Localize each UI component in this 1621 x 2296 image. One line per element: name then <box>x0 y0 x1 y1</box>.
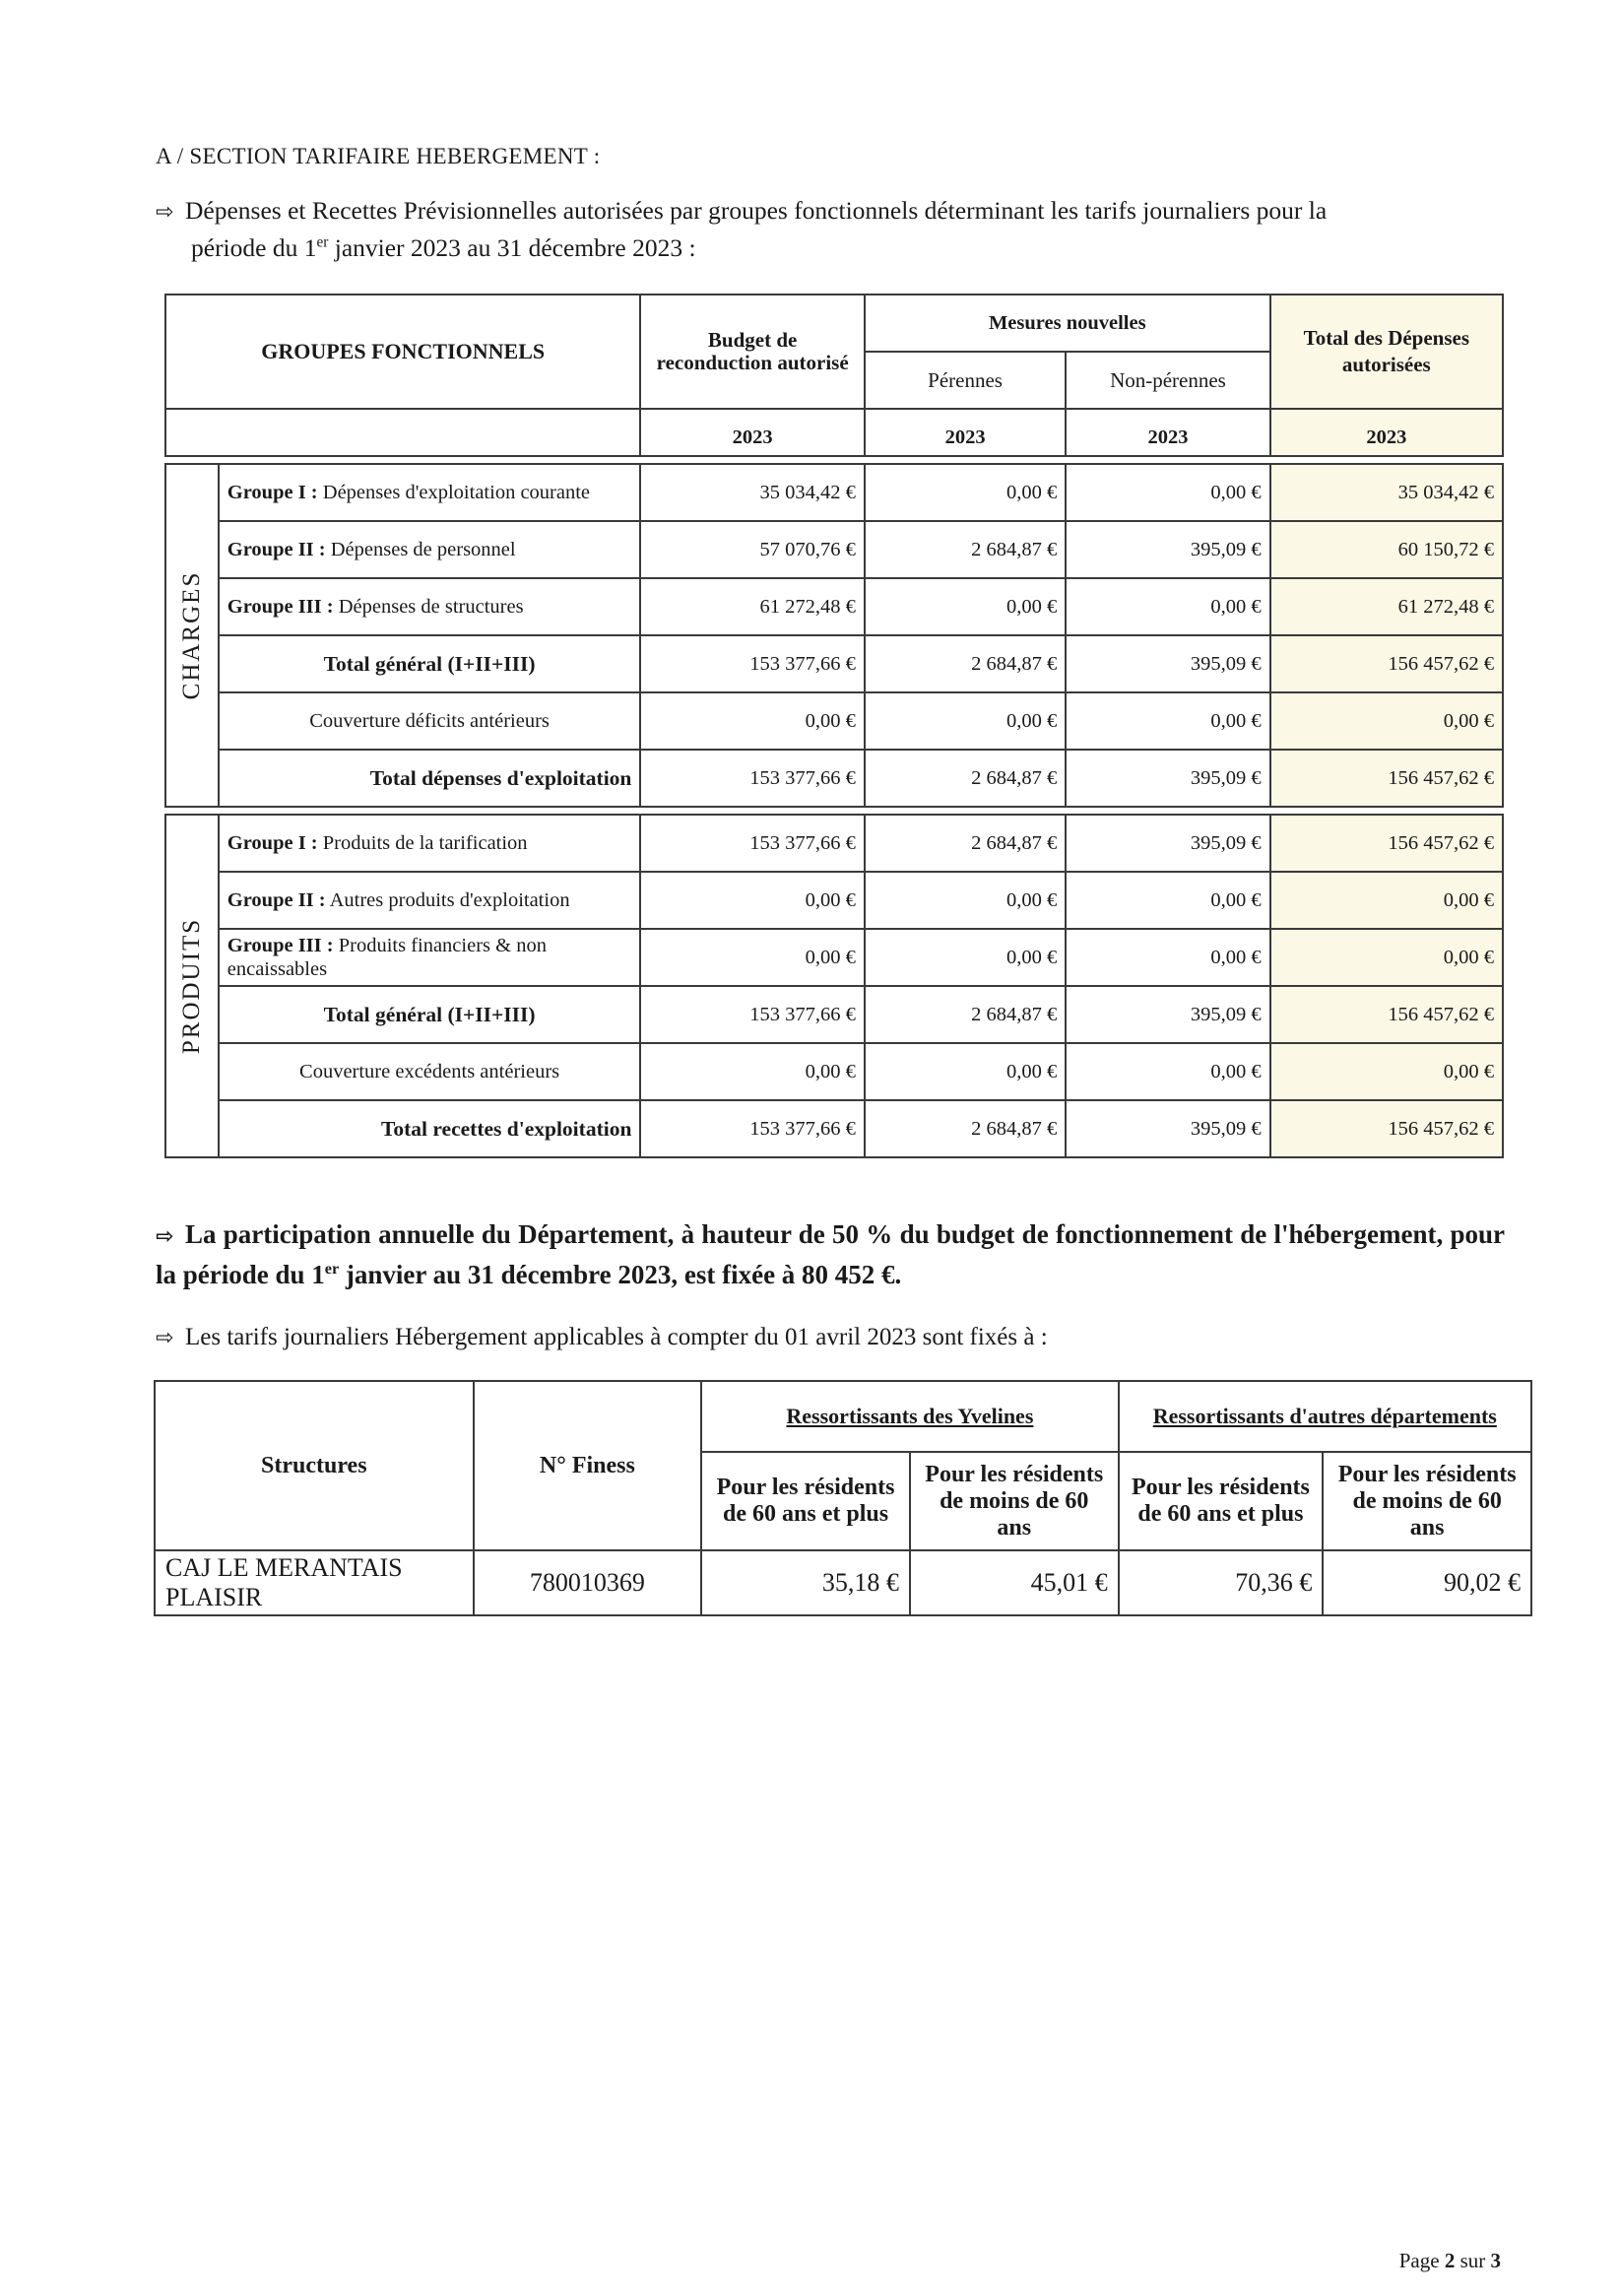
charges-row-label: Total dépenses d'exploitation <box>219 750 641 807</box>
tarifs-intro: ⇨ Les tarifs journaliers Hébergement applicables à compter du 01 avril 2023 sont fixés à : <box>156 1324 1048 1350</box>
charges-non-perennes: 0,00 € <box>1066 464 1269 521</box>
participation-paragraph: ⇨ La participation annuelle du Département, à hauteur de 50 % du budget de fonctionnement de l'hébergement, pour la période du 1er janvier au 31 décembre 2023, est fixée à 80 452 €. <box>156 1219 1505 1289</box>
charges-row-label: Groupe I : Dépenses d'exploitation courante <box>219 464 641 521</box>
charges-non-perennes: 395,09 € <box>1066 521 1269 578</box>
produits-non-perennes: 395,09 € <box>1066 815 1269 872</box>
charges-total: 156 457,62 € <box>1270 750 1503 807</box>
header-non-perennes: Non-pérennes <box>1066 352 1269 409</box>
charges-perennes: 2 684,87 € <box>865 750 1066 807</box>
arrow-icon: ⇨ <box>156 1326 174 1350</box>
charges-row-label: Couverture déficits antérieurs <box>219 692 641 750</box>
charges-non-perennes: 0,00 € <box>1066 692 1269 750</box>
produits-perennes: 2 684,87 € <box>865 986 1066 1043</box>
produits-perennes: 0,00 € <box>865 929 1066 986</box>
charges-row-label: Groupe II : Dépenses de personnel <box>219 521 641 578</box>
produits-non-perennes: 0,00 € <box>1066 1043 1269 1100</box>
charges-total: 61 272,48 € <box>1270 578 1503 635</box>
page-number: Page 2 sur 3 <box>1398 2249 1501 2272</box>
produits-budget: 0,00 € <box>640 872 864 929</box>
year-perennes: 2023 <box>865 409 1066 456</box>
budget-table <box>164 294 1504 1158</box>
header-yv-moins-60: Pour les résidents de moins de 60 ans <box>910 1452 1119 1550</box>
produits-total: 156 457,62 € <box>1270 986 1503 1043</box>
charges-total: 35 034,42 € <box>1270 464 1503 521</box>
produits-row-label: Total recettes d'exploitation <box>219 1100 641 1157</box>
section-title: A / SECTION TARIFAIRE HEBERGEMENT : <box>156 144 601 168</box>
year-total: 2023 <box>1270 409 1503 456</box>
charges-total: 60 150,72 € <box>1270 521 1503 578</box>
produits-row-label: Groupe III : Produits financiers & non encaissables <box>219 929 641 986</box>
produits-budget: 153 377,66 € <box>640 1100 864 1157</box>
yv-60-plus-value: 35,18 € <box>701 1550 910 1615</box>
header-structures: Structures <box>155 1381 474 1550</box>
charges-total: 156 457,62 € <box>1270 635 1503 692</box>
charges-budget: 153 377,66 € <box>640 635 864 692</box>
charges-perennes: 0,00 € <box>865 578 1066 635</box>
charges-row-label: Total général (I+II+III) <box>219 635 641 692</box>
arrow-icon: ⇨ <box>156 200 174 225</box>
produits-row-label: Total général (I+II+III) <box>219 986 641 1043</box>
table-row <box>155 1550 1531 1615</box>
charges-budget: 61 272,48 € <box>640 578 864 635</box>
intro-line1: Dépenses et Recettes Prévisionnelles autorisées par groupes fonctionnels déterminant les tarifs journaliers pour la <box>185 196 1328 225</box>
yv-moins-60-value: 45,01 € <box>910 1550 1119 1615</box>
produits-row-label: Couverture excédents antérieurs <box>219 1043 641 1100</box>
produits-budget: 153 377,66 € <box>640 986 864 1043</box>
charges-perennes: 2 684,87 € <box>865 521 1066 578</box>
produits-total: 156 457,62 € <box>1270 815 1503 872</box>
produits-perennes: 0,00 € <box>865 1043 1066 1100</box>
produits-non-perennes: 0,00 € <box>1066 872 1269 929</box>
au-60-plus-value: 70,36 € <box>1119 1550 1324 1615</box>
header-budget: Budget de reconduction autorisé <box>640 295 864 409</box>
produits-budget: 0,00 € <box>640 1043 864 1100</box>
charges-non-perennes: 395,09 € <box>1066 750 1269 807</box>
year-budget: 2023 <box>640 409 864 456</box>
produits-total: 0,00 € <box>1270 872 1503 929</box>
header-finess: N° Finess <box>474 1381 702 1550</box>
produits-side-label: PRODUITS <box>165 815 219 1157</box>
charges-total: 0,00 € <box>1270 692 1503 750</box>
header-mesures: Mesures nouvelles <box>865 295 1270 352</box>
tarifs-table <box>154 1380 1532 1616</box>
charges-budget: 35 034,42 € <box>640 464 864 521</box>
produits-budget: 0,00 € <box>640 929 864 986</box>
header-yv-60-plus: Pour les résidents de 60 ans et plus <box>701 1452 910 1550</box>
produits-non-perennes: 395,09 € <box>1066 1100 1269 1157</box>
charges-non-perennes: 0,00 € <box>1066 578 1269 635</box>
charges-side-label: CHARGES <box>165 464 219 807</box>
header-perennes: Pérennes <box>865 352 1066 409</box>
charges-perennes: 0,00 € <box>865 692 1066 750</box>
produits-perennes: 0,00 € <box>865 872 1066 929</box>
header-au-60-plus: Pour les résidents de 60 ans et plus <box>1119 1452 1324 1550</box>
produits-non-perennes: 0,00 € <box>1066 929 1269 986</box>
produits-total: 156 457,62 € <box>1270 1100 1503 1157</box>
charges-budget: 153 377,66 € <box>640 750 864 807</box>
produits-row-label: Groupe I : Produits de la tarification <box>219 815 641 872</box>
structure-name: CAJ LE MERANTAIS PLAISIR <box>155 1550 474 1615</box>
intro-line2: période du 1er janvier 2023 au 31 décembre 2023 : <box>191 233 696 262</box>
header-groupes: GROUPES FONCTIONNELS <box>165 295 640 409</box>
header-yvelines: Ressortissants des Yvelines <box>701 1381 1118 1452</box>
header-autres: Ressortissants d'autres départements <box>1119 1381 1531 1452</box>
produits-total: 0,00 € <box>1270 1043 1503 1100</box>
intro-paragraph <box>156 193 1505 266</box>
produits-budget: 153 377,66 € <box>640 815 864 872</box>
produits-non-perennes: 395,09 € <box>1066 986 1269 1043</box>
arrow-icon: ⇨ <box>156 1224 174 1249</box>
charges-perennes: 0,00 € <box>865 464 1066 521</box>
header-au-moins-60: Pour les résidents de moins de 60 ans <box>1323 1452 1531 1550</box>
produits-perennes: 2 684,87 € <box>865 1100 1066 1157</box>
charges-budget: 0,00 € <box>640 692 864 750</box>
charges-budget: 57 070,76 € <box>640 521 864 578</box>
finess-number: 780010369 <box>474 1550 702 1615</box>
produits-row-label: Groupe II : Autres produits d'exploitation <box>219 872 641 929</box>
charges-perennes: 2 684,87 € <box>865 635 1066 692</box>
header-total: Total des Dépenses autorisées <box>1270 295 1503 409</box>
produits-perennes: 2 684,87 € <box>865 815 1066 872</box>
au-moins-60-value: 90,02 € <box>1323 1550 1531 1615</box>
charges-row-label: Groupe III : Dépenses de structures <box>219 578 641 635</box>
charges-non-perennes: 395,09 € <box>1066 635 1269 692</box>
year-non-perennes: 2023 <box>1066 409 1269 456</box>
produits-total: 0,00 € <box>1270 929 1503 986</box>
